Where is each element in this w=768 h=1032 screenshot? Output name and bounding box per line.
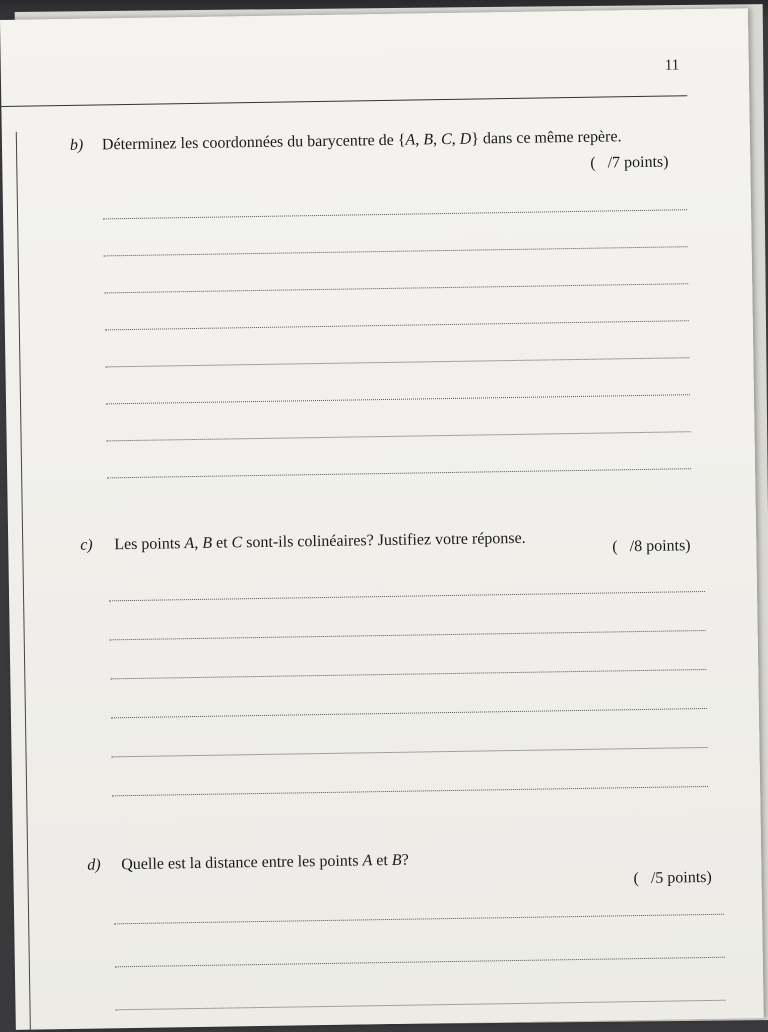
answer-line-d-2[interactable] [115,957,725,968]
answer-line-b-7[interactable] [107,431,691,441]
answer-line-c-2[interactable] [110,630,706,640]
question-b-text: Déterminez les coordonnées du barycentre de {A, B, C, D} dans ce même repère. [101,128,622,154]
question-c-label: c) [80,536,93,554]
answer-line-c-5[interactable] [112,747,708,757]
header-rule [1,95,687,107]
answer-line-b-4[interactable] [105,320,689,330]
question-b-points: ( /7 points) [590,153,669,172]
exam-page [0,8,764,1030]
page-number: 11 [664,57,680,74]
question-c-points: ( /8 points) [612,537,691,556]
question-d-label: d) [87,856,101,874]
answer-line-c-6[interactable] [112,786,708,796]
margin-rule [16,132,31,1032]
answer-line-b-1[interactable] [103,209,687,219]
answer-line-c-1[interactable] [109,591,705,601]
question-d-points: ( /5 points) [633,868,712,888]
answer-line-c-3[interactable] [110,669,706,679]
question-d-text: Quelle est la distance entre les points A et B? [121,851,409,874]
answer-line-b-8[interactable] [107,468,691,478]
answer-line-c-4[interactable] [111,708,707,718]
answer-line-b-6[interactable] [106,394,690,404]
answer-line-d-3[interactable] [116,1000,726,1011]
answer-line-b-3[interactable] [104,283,688,293]
answer-line-b-5[interactable] [105,357,689,367]
answer-line-d-1[interactable] [114,914,724,925]
answer-line-b-2[interactable] [104,246,688,256]
question-c-text: Les points A, B et C sont-ils colinéaires? Justifiez votre réponse. [114,529,526,554]
question-b-label: b) [69,136,84,154]
